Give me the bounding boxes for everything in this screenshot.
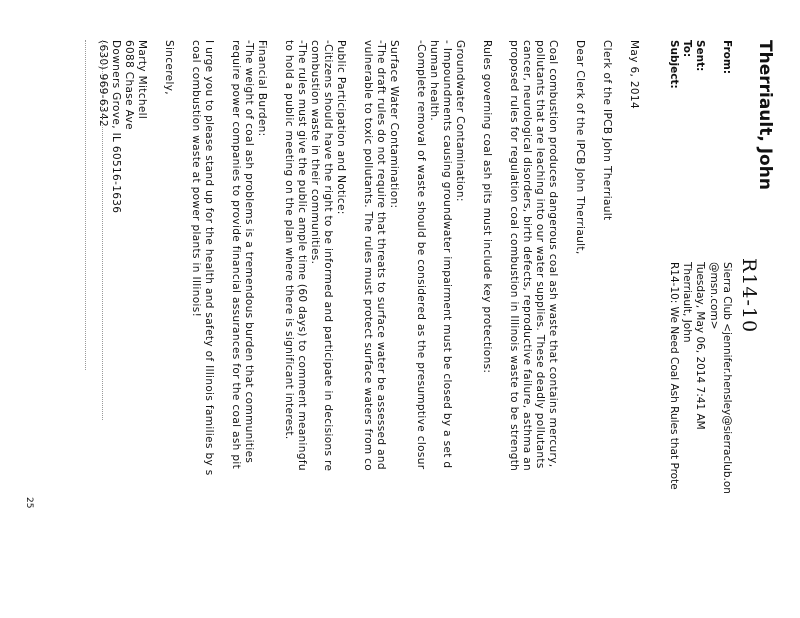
from-value: Sierra Club <jennifer.hensley@sierraclub.on bbox=[721, 262, 733, 494]
surface-water-line: -The draft rules do not require that threats to surface water be assessed and bbox=[375, 40, 387, 470]
addressee-line: Clerk of the IPCB John Therriault bbox=[601, 40, 613, 221]
groundwater-line: human health. bbox=[428, 40, 440, 122]
financial-line: -The weight of coal ash problems is a tremendous burden that communities bbox=[243, 40, 255, 464]
signature-name: Marty Mitchell bbox=[136, 40, 148, 120]
salutation: Dear Clerk of the IPCB John Therriault, bbox=[574, 40, 586, 255]
sent-value: Tuesday, May 06, 2014 7:41 AM bbox=[694, 262, 706, 430]
signature-city: Downers Grove, IL 60516-1636 bbox=[110, 40, 122, 214]
financial-heading: Financial Burden: bbox=[256, 40, 268, 137]
financial-line: require power companies to provide financial assurances for the coal ash pit bbox=[230, 40, 242, 470]
public-participation-line: -Citizens should have the right to be informed and participate in decisions re bbox=[322, 40, 334, 472]
subject-value: R14-10: We Need Coal Ash Rules that Prote bbox=[668, 262, 680, 490]
public-participation-line: -The rules must give the public ample time (60 days) to comment meaningfu bbox=[296, 40, 308, 471]
to-value: Therriault, John bbox=[681, 262, 693, 343]
intro-line: pollutants that are leaching into our water supplies. These deadly pollutants bbox=[534, 40, 546, 469]
signature-phone: (630) 969-6342 bbox=[97, 40, 109, 128]
page-number: 25 bbox=[24, 497, 34, 509]
from-label: From: bbox=[721, 40, 733, 75]
letter-date: May 6, 2014 bbox=[628, 40, 640, 109]
intro-line: cancer, neurological disorders, birth defects, reproductive failure, asthma an bbox=[521, 40, 533, 472]
public-participation-heading: Public Participation and Notice: bbox=[335, 40, 347, 215]
groundwater-line: -Complete removal of waste should be considered as the presumptive closur bbox=[415, 40, 427, 470]
valediction: Sincerely, bbox=[163, 40, 175, 95]
scan-artifact-dotted-rule bbox=[102, 40, 103, 420]
closing-line: coal combustion waste at power plants in Illinois! bbox=[190, 40, 202, 318]
intro-line: proposed rules for regulation coal combustion in Illinois waste to be strength bbox=[508, 40, 520, 472]
groundwater-line: - Impoundments causing groundwater impairment must be closed by a set d bbox=[441, 40, 453, 469]
public-participation-line: to hold a public meeting on the plan where there is significant interest. bbox=[283, 40, 295, 440]
signature-street: 6088 Chase Ave bbox=[123, 40, 135, 130]
from-value-continued: @msn.com> bbox=[708, 262, 720, 330]
surface-water-heading: Surface Water Contamination: bbox=[388, 40, 400, 209]
public-participation-line: combustion waste in their communities. bbox=[309, 40, 321, 265]
sent-label: Sent: bbox=[694, 40, 706, 72]
sender-name-heading: Therriault, John bbox=[755, 40, 775, 190]
to-label: To: bbox=[681, 40, 693, 58]
surface-water-line: vulnerable to toxic pollutants. The rules must protect surface waters from co bbox=[362, 40, 374, 472]
rules-intro-line: Rules governing coal ash pits must include key protections: bbox=[481, 40, 493, 374]
case-number: R14-10 bbox=[738, 258, 760, 334]
intro-line: Coal combustion produces dangerous coal ash waste that contains mercury, bbox=[547, 40, 559, 468]
closing-line: I urge you to please stand up for the health and safety of Illinois families by s bbox=[203, 40, 215, 476]
subject-label: Subject: bbox=[668, 40, 680, 89]
groundwater-heading: Groundwater Contamination: bbox=[454, 40, 466, 202]
scan-artifact-dotted-rule bbox=[85, 40, 86, 370]
